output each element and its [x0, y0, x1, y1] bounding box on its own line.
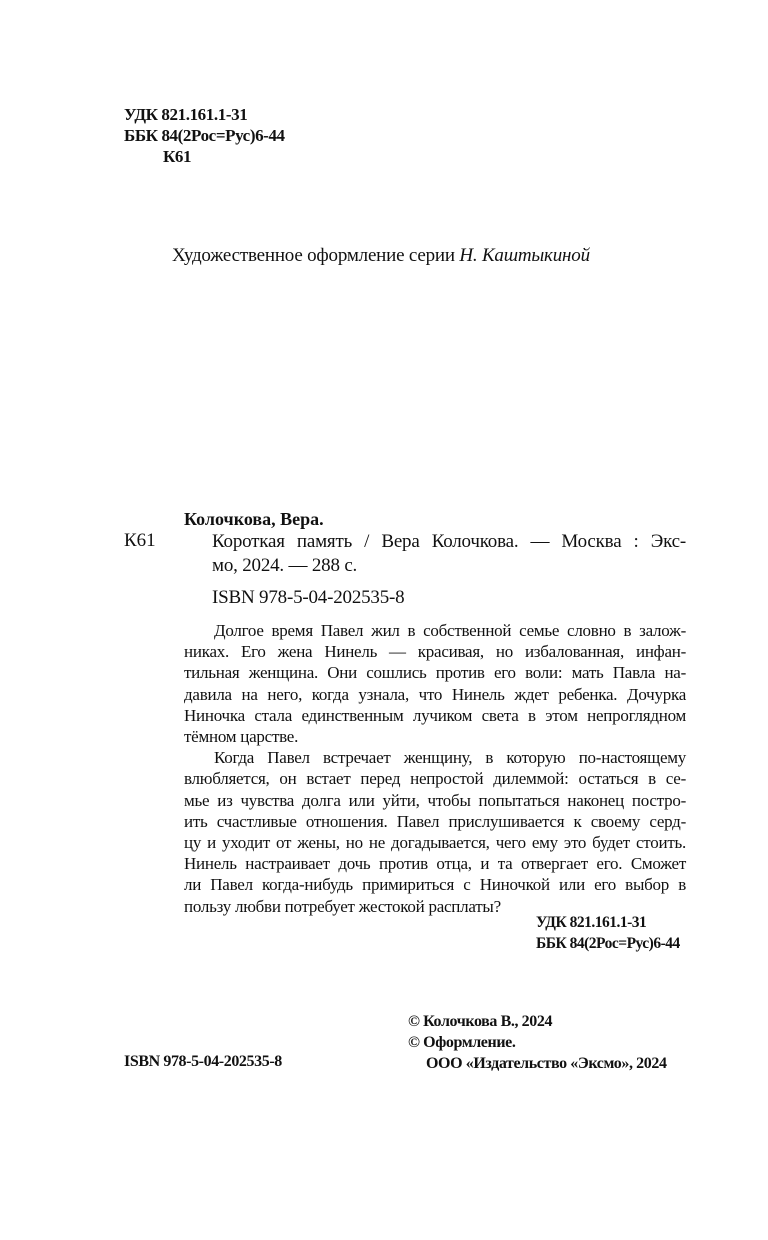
- catalog-code: К61: [124, 530, 156, 551]
- isbn-bottom: ISBN 978-5-04-202535-8: [124, 1053, 282, 1070]
- author-sign: К61: [163, 147, 192, 166]
- annotation-line: никах. Его жена Нинель — красивая, но избалованная, инфан-: [184, 642, 686, 662]
- udk-code: УДК 821.161.1-31: [124, 105, 248, 124]
- catalog-author: Колочкова, Вера.: [184, 509, 324, 529]
- annotation-line: Ниночка стала единственным лучиком света в этом непроглядном: [184, 705, 686, 725]
- annotation-line: цу и уходит от жены, но не догадывается, чего ему это будет стоить.: [184, 833, 686, 853]
- udk-code-right: УДК 821.161.1-31: [536, 914, 647, 931]
- annotation-line: мье из чувства долга или уйти, чтобы попытаться наконец постро-: [184, 790, 686, 810]
- annotation-line: тёмном царстве.: [184, 727, 299, 747]
- annotation-line: Нинель настраивает дочь против отца, и та отвергает его. Сможет: [184, 854, 686, 874]
- series-design-prefix: Художественное оформление серии: [172, 245, 460, 266]
- copyright-design: © Оформление.: [408, 1034, 516, 1051]
- annotation-line: ить счастливые отношения. Павел прислушивается к своему серд-: [184, 811, 686, 831]
- bbk-code: ББК 84(2Рос=Рус)6-44: [124, 126, 285, 145]
- annotation-line: тильная женщина. Они сошлись против его воли: мать Павла на-: [184, 663, 686, 683]
- bbk-code-right: ББК 84(2Рос=Рус)6-44: [536, 935, 680, 952]
- series-designer-name: Н. Каштыкиной: [459, 245, 590, 266]
- annotation-line: ли Павел когда-нибудь примириться с Ниночкой или его выбор в: [184, 875, 686, 895]
- catalog-title-line: Короткая память / Вера Колочкова. — Москва : Экс-: [212, 531, 686, 552]
- annotation-line: влюбляется, он встает перед непростой дилеммой: остаться в се-: [184, 769, 686, 789]
- annotation-line: Долгое время Павел жил в собственной семье словно в залож-: [214, 621, 686, 640]
- codes-right: [536, 912, 680, 954]
- copyright-block: [408, 1011, 667, 1074]
- copyright-author: © Колочкова В., 2024: [408, 1013, 553, 1030]
- series-design-credit: [172, 245, 590, 267]
- annotation-line: Когда Павел встречает женщину, в которую по-настоящему: [214, 748, 686, 768]
- catalog-title: [212, 530, 686, 578]
- catalog-title-line: мо, 2024. — 288 с.: [212, 555, 358, 576]
- annotation-line: пользу любви потребует жестокой расплаты?: [184, 896, 501, 916]
- copyright-publisher: ООО «Издательство «Эксмо», 2024: [426, 1055, 667, 1072]
- annotation-line: давила на него, когда узнала, что Нинель ждет ребенка. Дочурка: [184, 684, 686, 704]
- annotation: [184, 620, 686, 917]
- catalog-isbn: ISBN 978-5-04-202535-8: [212, 587, 405, 608]
